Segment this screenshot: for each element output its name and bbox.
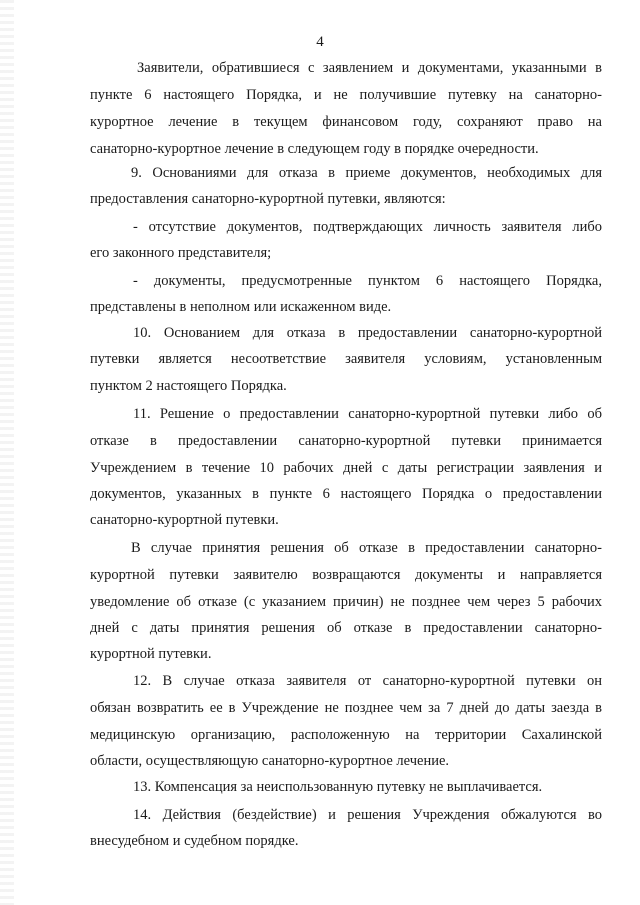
text-line: санаторно-курортной путевки.	[90, 512, 279, 528]
text-line: 12. В случае отказа заявителя от санаторно-курортной путевки он	[133, 673, 602, 689]
text-line: - документы, предусмотренные пунктом 6 настоящего Порядка,	[133, 273, 602, 289]
text-line: внесудебном и судебном порядке.	[90, 833, 299, 849]
text-line: В случае принятия решения об отказе в предоставлении санаторно-	[131, 540, 602, 556]
text-line: Учреждением в течение 10 рабочих дней с даты регистрации заявления и	[90, 460, 602, 476]
text-line: дней с даты принятия решения об отказе в предоставлении санаторно-	[90, 620, 602, 636]
scan-edge-artifact	[0, 0, 14, 905]
text-line: санаторно-курортное лечение в следующем году в порядке очередности.	[90, 141, 539, 157]
text-line: Заявители, обратившиеся с заявлением и документами, указанными в	[137, 60, 602, 76]
page-number: 4	[316, 34, 324, 50]
text-line: 9. Основаниями для отказа в приеме документов, необходимых для	[131, 165, 602, 181]
text-line: представлены в неполном или искаженном виде.	[90, 299, 392, 315]
text-line: его законного представителя;	[90, 245, 272, 261]
text-line: путевки является несоответствие заявителя условиям, установленным	[90, 351, 602, 367]
text-line: 13. Компенсация за неиспользованную путевку не выплачивается.	[133, 779, 543, 795]
text-line: документов, указанных в пункте 6 настоящего Порядка о предоставлении	[90, 486, 602, 502]
text-line: 14. Действия (бездействие) и решения Учреждения обжалуются во	[133, 807, 602, 823]
text-line: предоставления санаторно-курортной путевки, являются:	[90, 191, 446, 207]
text-line: области, осуществляющую санаторно-курортное лечение.	[90, 753, 450, 769]
text-line: медицинскую организацию, расположенную на территории Сахалинской	[90, 727, 602, 743]
text-line: курортное лечение в текущем финансовом году, сохраняют право на	[90, 114, 602, 130]
text-line: 10. Основанием для отказа в предоставлении санаторно-курортной	[133, 325, 602, 341]
text-line: - отсутствие документов, подтверждающих личность заявителя либо	[133, 219, 602, 235]
text-line: уведомление об отказе (с указанием причин) не позднее чем через 5 рабочих	[90, 594, 602, 610]
text-line: курортной путевки.	[90, 646, 212, 662]
text-line: отказе в предоставлении санаторно-курортной путевки принимается	[90, 433, 602, 449]
text-line: 11. Решение о предоставлении санаторно-курортной путевки либо об	[133, 406, 602, 422]
text-line: пунктом 2 настоящего Порядка.	[90, 378, 287, 394]
text-line: пункте 6 настоящего Порядка, и не получившие путевку на санаторно-	[90, 87, 602, 103]
text-line: курортной путевки заявителю возвращаются документы и направляется	[90, 567, 602, 583]
text-line: обязан возвратить ее в Учреждение не позднее чем за 7 дней до даты заезда в	[90, 700, 602, 716]
